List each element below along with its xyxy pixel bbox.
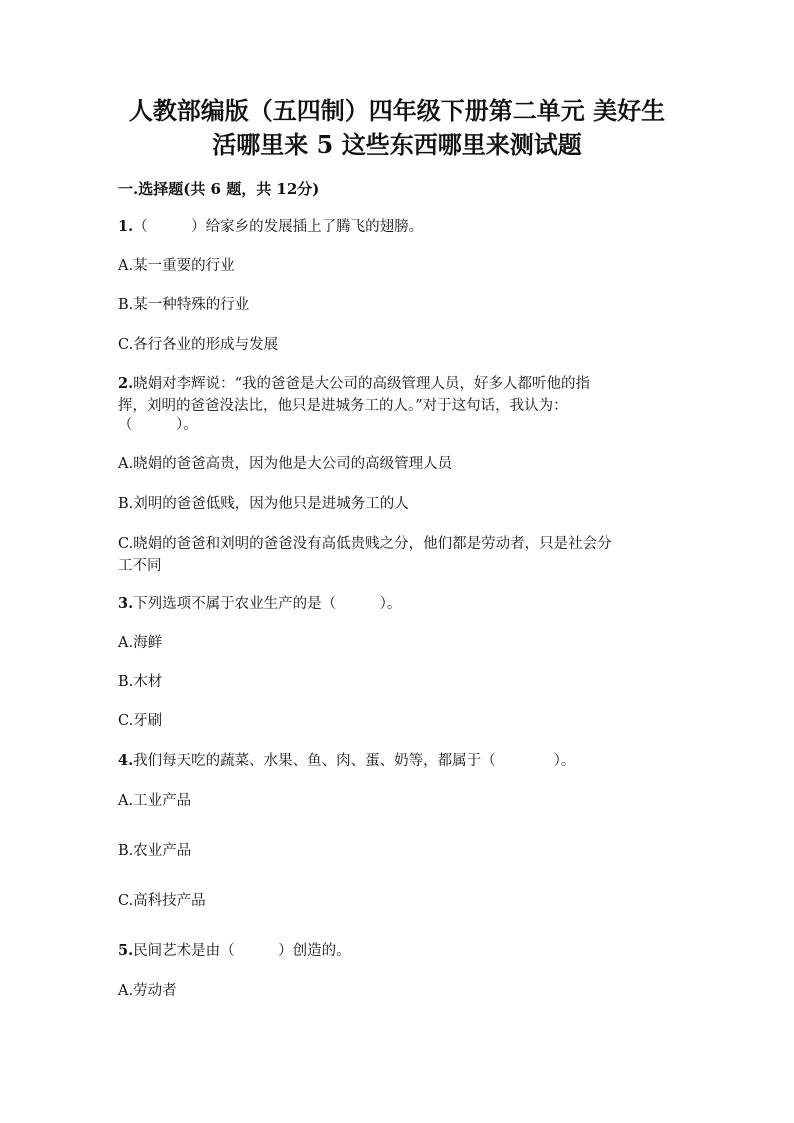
question-4-option-a: A.工业产品 bbox=[118, 793, 192, 809]
question-4-stem bbox=[118, 751, 683, 771]
question-2-text-line-2: 挥，刘明的爸爸没法比，他只是进城务工的人。”对于这句话，我认为： bbox=[118, 398, 568, 414]
question-4-option-c: C.高科技产品 bbox=[118, 893, 206, 909]
question-4-option-b: B.农业产品 bbox=[118, 843, 192, 859]
question-1-text: （ ）给家乡的发展插上了腾飞的翅膀。 bbox=[133, 219, 424, 235]
section-heading: 一.选择题(共 6 题，共 12分) bbox=[118, 180, 320, 198]
question-2-option-c-line-1: C.晓娟的爸爸和刘明的爸爸没有高低贵贱之分，他们都是劳动者，只是社会分 bbox=[118, 536, 612, 552]
question-1-stem bbox=[118, 217, 683, 237]
question-5-stem bbox=[118, 941, 683, 961]
question-3-option-c: C.牙刷 bbox=[118, 713, 163, 729]
question-1-option-c: C.各行各业的形成与发展 bbox=[118, 337, 279, 353]
question-2-option-a: A.晓娟的爸爸高贵，因为他是大公司的高级管理人员 bbox=[118, 456, 453, 472]
document-title-line-2: 活哪里来 5 这些东西哪里来测试题 bbox=[212, 130, 582, 159]
question-5-text: 民间艺术是由（ ）创造的。 bbox=[133, 943, 351, 959]
question-1-number: 1. bbox=[118, 218, 134, 235]
question-5-option-a: A.劳动者 bbox=[118, 983, 177, 999]
question-1-option-a: A.某一重要的行业 bbox=[118, 258, 235, 274]
question-3-option-a: A.海鲜 bbox=[118, 635, 163, 651]
question-3-number: 3. bbox=[118, 595, 134, 612]
question-4-number: 4. bbox=[118, 752, 134, 769]
question-3-option-b: B.木材 bbox=[118, 674, 163, 690]
document-title-line-1: 人教部编版（五四制）四年级下册第二单元 美好生 bbox=[128, 96, 666, 125]
question-2-stem bbox=[118, 374, 683, 394]
question-4-text: 我们每天吃的蔬菜、水果、鱼、肉、蛋、奶等，都属于（ ）。 bbox=[133, 753, 576, 769]
question-2-text-line-3: （ ）。 bbox=[118, 417, 198, 433]
question-2-option-b: B.刘明的爸爸低贱，因为他只是进城务工的人 bbox=[118, 496, 409, 512]
question-2-text-line-1: 晓娟对李辉说：“我的爸爸是大公司的高级管理人员，好多人都听他的指 bbox=[133, 376, 591, 392]
question-5-number: 5. bbox=[118, 942, 134, 959]
question-3-text: 下列选项不属于农业生产的是（ ）。 bbox=[133, 596, 402, 612]
question-1-option-b: B.某一种特殊的行业 bbox=[118, 297, 250, 313]
question-3-stem bbox=[118, 594, 683, 614]
question-2-number: 2. bbox=[118, 375, 134, 392]
question-2-option-c-line-2: 工不同 bbox=[118, 558, 162, 574]
